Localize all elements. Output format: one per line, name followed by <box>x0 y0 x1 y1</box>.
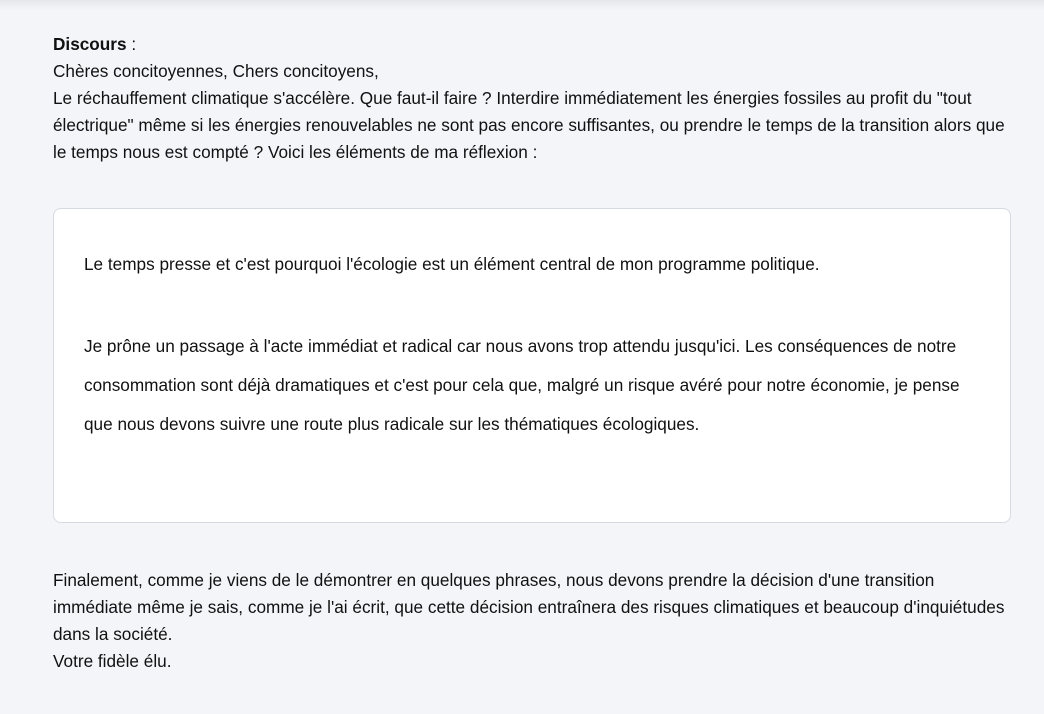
card-paragraph-2: Je prône un passage à l'acte immédiat et radical car nous avons trop attendu jusqu'ici. Les conséquences de notre consommation sont déjà dramatiques et c'est pour cela que, malgré un risque avéré pour notre économie, je pense que nous devons suivre une route plus radicale sur les thématiques écologiques. <box>84 336 960 434</box>
intro-section <box>53 31 1015 166</box>
outro-section <box>53 567 1015 675</box>
greeting: Chères concitoyennes, Chers concitoyens, <box>53 61 379 81</box>
intro-paragraph: Le réchauffement climatique s'accélère. Que faut-il faire ? Interdire immédiatement les énergies fossiles au profit du "tout électrique" même si les énergies renouvelables ne sont pas encore suffisantes, ou prendre le temps de la transition alors que le temps nous est compté ? Voici les éléments de ma réflexion : <box>53 88 1005 162</box>
top-shadow <box>0 0 1044 10</box>
card-paragraph-1: Le temps presse et c'est pourquoi l'écologie est un élément central de mon programme politique. <box>84 254 820 274</box>
reflection-card <box>53 208 1011 523</box>
speech-content <box>53 31 1015 675</box>
outro-paragraph: Finalement, comme je viens de le démontrer en quelques phrases, nous devons prendre la décision d'une transition immédiate même je sais, comme je l'ai écrit, que cette décision entraînera des risques climatiques et beaucoup d'inquiétudes dans la société. <box>53 570 1005 644</box>
signature: Votre fidèle élu. <box>53 651 172 671</box>
speech-heading <box>53 31 1015 58</box>
speech-label-separator: : <box>126 34 137 54</box>
speech-label: Discours <box>53 34 127 54</box>
